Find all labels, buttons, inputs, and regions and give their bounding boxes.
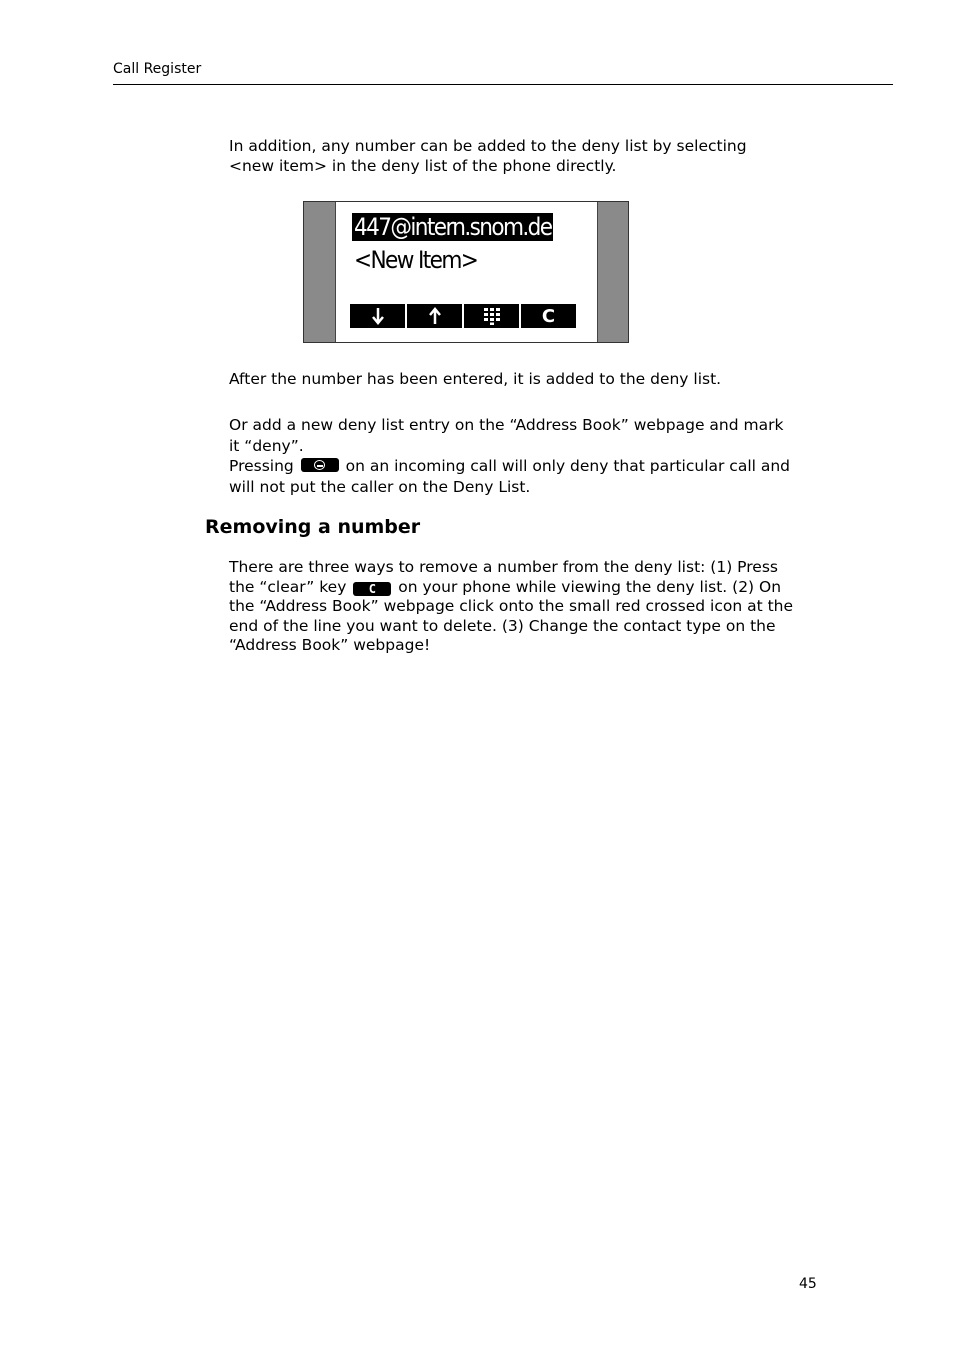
removing-line-5: “Address Book” webpage!: [229, 636, 431, 654]
page-number: 45: [799, 1276, 817, 1292]
address-book-line-1: Or add a new deny list entry on the “Address Book” webpage and mark: [229, 416, 784, 434]
phone-display-screenshot: [303, 201, 629, 343]
running-header: Call Register: [113, 61, 202, 77]
intro-paragraph: [229, 137, 829, 176]
address-book-line-2: it “deny”.: [229, 436, 304, 455]
clear-key-icon: C: [353, 582, 391, 596]
removing-line-3: the “Address Book” webpage click onto the small red crossed icon at the: [229, 597, 794, 615]
new-item-entry: <New Item>: [354, 246, 478, 274]
section-heading: Removing a number: [205, 516, 421, 538]
intro-line-1: In addition, any number can be added to the deny list by selecting: [229, 137, 747, 155]
deny-call-text: on an incoming call will only deny that particular call and: [345, 457, 791, 475]
address-book-paragraph: [229, 415, 829, 497]
after-entered-paragraph: [229, 370, 829, 390]
softkey-bar: [350, 304, 576, 328]
after-entered-line: After the number has been entered, it is added to the deny list.: [229, 370, 722, 388]
address-book-line-4: will not put the caller on the Deny List.: [229, 477, 531, 496]
clear-key-after-text: on your phone while viewing the deny list. (2) On: [398, 577, 782, 596]
clear-softkey: C: [521, 304, 576, 328]
down-arrow-icon: [350, 304, 405, 328]
phone-lcd-screen: [335, 202, 598, 342]
removing-line-1: There are three ways to remove a number from the deny list: (1) Press: [229, 558, 778, 576]
keypad-icon: [464, 304, 519, 328]
deny-key-icon: [301, 458, 339, 472]
removing-line-2: [229, 578, 829, 598]
up-arrow-icon: [407, 304, 462, 328]
intro-line-2: <new item> in the deny list of the phone directly.: [229, 156, 617, 175]
pressing-text: Pressing: [229, 457, 294, 475]
header-rule: [113, 84, 893, 85]
clear-key-text: the “clear” key: [229, 577, 347, 596]
selected-deny-entry: 447@intern.snom.de: [354, 213, 552, 241]
removing-paragraph: [229, 558, 829, 656]
removing-line-4: end of the line you want to delete. (3) Change the contact type on the: [229, 616, 776, 635]
address-book-line-3: [229, 456, 829, 477]
